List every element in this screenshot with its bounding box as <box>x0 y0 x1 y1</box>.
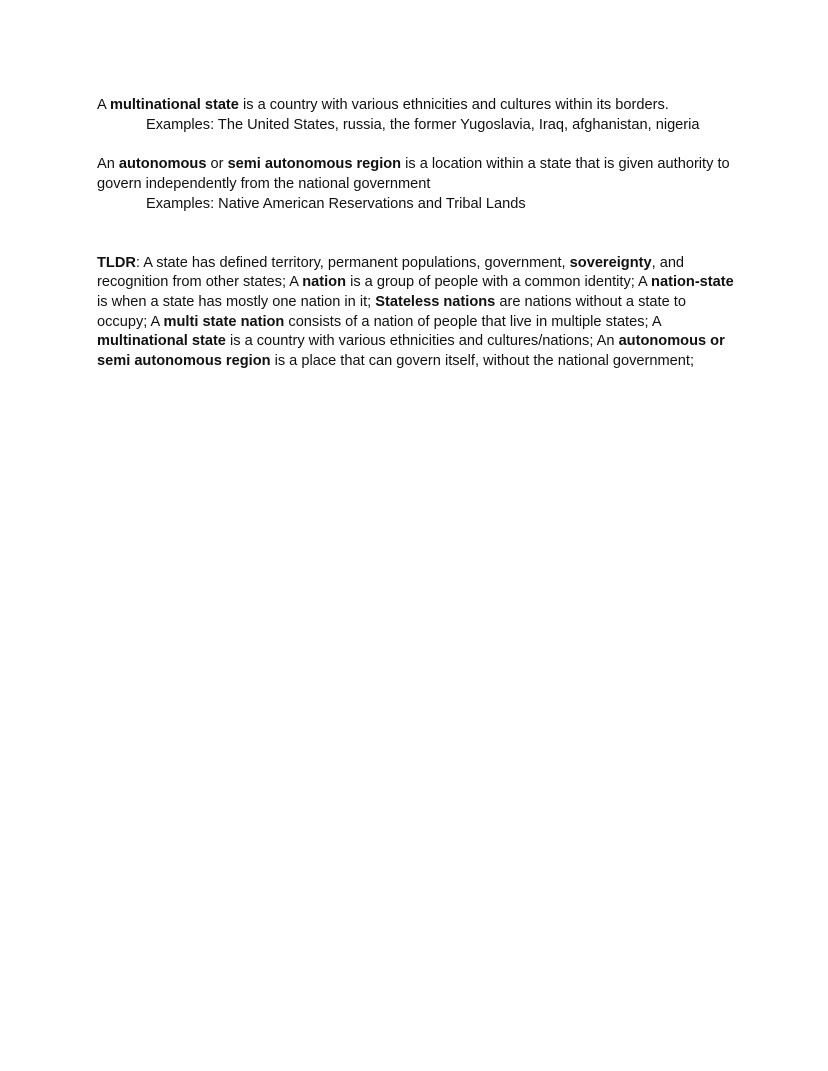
text-run: are nations without a state to occupy; A <box>97 294 686 330</box>
text-run: A <box>97 97 110 113</box>
term-semi-autonomous-region: semi autonomous region <box>227 156 402 173</box>
tldr-paragraph <box>97 254 737 372</box>
term-autonomous: autonomous <box>118 156 207 173</box>
multinational-state-paragraph <box>97 96 737 116</box>
text-run: , and recognition from other states; A <box>97 254 685 291</box>
term-tldr: TLDR <box>97 254 136 271</box>
autonomous-region-paragraph <box>97 155 737 194</box>
document-page <box>97 96 737 372</box>
term-nation: nation <box>302 274 347 291</box>
text-run: is when a state has mostly one nation in it; <box>97 294 376 310</box>
term-multinational-state: multinational state <box>97 333 226 350</box>
autonomous-region-examples: Examples: Native American Reservations and Tribal Lands <box>146 195 526 212</box>
text-run: is a country with various ethnicities and cultures/nations; An <box>225 333 619 350</box>
text-run: is a country with various ethnicities and cultures within its borders. <box>238 97 669 113</box>
term-stateless-nations: Stateless nations <box>375 294 496 310</box>
term-autonomous-region: autonomous or semi autonomous region <box>97 333 725 370</box>
multinational-state-examples: Examples: The United States, russia, the former Yugoslavia, Iraq, afghanistan, nigeria <box>146 116 700 133</box>
text-run: or <box>206 156 228 173</box>
text-run: An <box>97 156 119 173</box>
spacer <box>97 214 737 253</box>
text-run: : A state has defined territory, permanent populations, government, <box>135 254 570 271</box>
spacer <box>97 135 737 155</box>
text-run: consists of a nation of people that live in multiple states; A <box>284 313 661 330</box>
text-run: is a location within a state that is given authority to govern independently from the national government <box>97 156 730 192</box>
text-run: is a group of people with a common identity; A <box>346 274 652 291</box>
text-run: is a place that can govern itself, without the national government; <box>270 353 694 370</box>
term-sovereignty: sovereignty <box>569 254 652 271</box>
term-multi-state-nation: multi state nation <box>163 313 285 330</box>
term-nation-state: nation-state <box>651 274 734 291</box>
term-multinational-state: multinational state <box>109 97 239 113</box>
